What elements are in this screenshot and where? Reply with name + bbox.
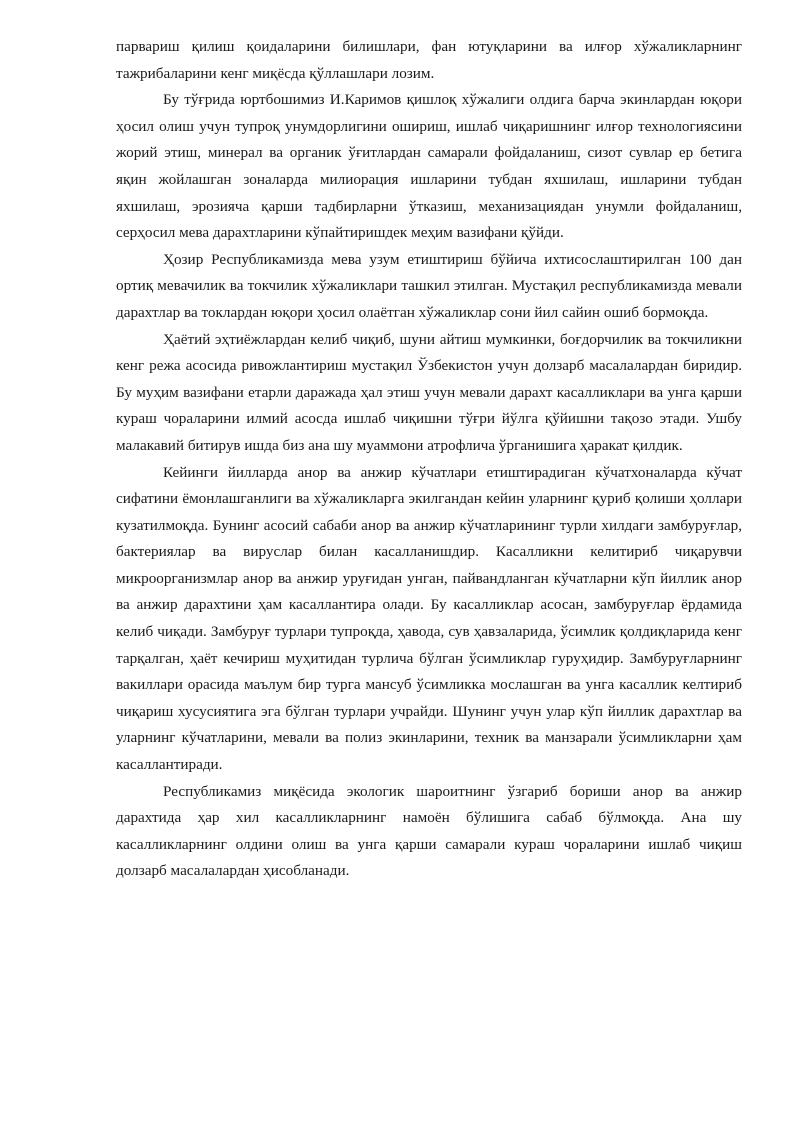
paragraph: Республикамиз миқёсида экологик шароитнинг ўзгариб бориши анор ва анжир дарахтида ҳар хил касалликларнинг намоён бўлишига сабаб бўлмоқда. Ана шу касалликларнинг олдини олиш ва унга қарши самарали кураш чораларини ишлаб чиқиш долзарб масалалардан ҳисобланади. [116, 782, 742, 880]
paragraph: Кейинги йилларда анор ва анжир кўчатлари етиштирадиган кўчатхоналарда кўчат сифатини ёмонлашганлиги ва хўжаликларга экилгандан кейин уларнинг қуриб қолиши ҳоллари кузатилмоқда. Бунинг асосий сабаби анор ва анжир кўчатларининг турли хилдаги замбуруғлар, бактериялар ва вируслар билан касалланишдир. Касалликни келитириб чиқарувчи микроорганизмлар анор ва анжир уруғидан унган, пайвандланган кўчатларни кўп йиллик анор ва анжир дарахтини ҳам касаллантира олади. Бу касалликлар асосан, замбуруғлар ёрдамида келиб чиқади. Замбуруғ турлари тупроқда, ҳавода, сув ҳавзаларида, ўсимлик қолдиқларида кенг тарқалган, ҳаёт кечириш муҳитидан турлича бўлган ўсимликлар гуруҳидир. Замбуруғларнинг вакиллари орасида маълум бир турга мансуб ўсимликка мослашган ва унга касаллик келтириб чиқариш хусусиятига эга бўлган турлари учрайди. Шунинг учун улар кўп йиллик дарахтлар ва уларнинг кўчатларини, мевали ва полиз экинларини, техник ва манзарали ўсимликларни ҳам касаллантиради. [116, 463, 742, 774]
paragraph: Ҳозир Республикамизда мева узум етиштириш бўйича ихтисослаштирилган 100 дан ортиқ мевачилик ва токчилик хўжаликлари ташкил этилган. Мустақил республикамизда мевали дарахтлар ва токлардан юқори ҳосил олаётган хўжаликлар сони йил сайин ошиб бормоқда. [116, 250, 742, 321]
paragraph-continued: парвариш қилиш қоидаларини билишлари, фан ютуқларини ва илғор хўжаликларнинг тажрибаларини кенг миқёсда қўллашлари лозим. [116, 38, 742, 82]
paragraph: Бу тўғрида юртбошимиз И.Каримов қишлоқ хўжалиги олдига барча экинлардан юқори ҳосил олиш учун тупроқ унумдорлигини ошириш, ишлаб чиқаришнинг илғор технологиясини жорий этиш, минерал ва органик ўғитлардан самарали фойдаланиш, сизот сувлар ер бетига яқин жойлашган зоналарда милиорация ишларини тубдан яхшилаш, ишларини тубдан яхшилаш, эрозияча қарши тадбирларни ўтказиш, механизациядан унумли фойдаланиш, серҳосил мева дарахтларини кўпайтиришдек меҳим вазифани қўйди. [116, 91, 742, 242]
document-body [116, 34, 742, 885]
paragraph: Ҳаётий эҳтиёжлардан келиб чиқиб, шуни айтиш мумкинки, боғдорчилик ва токчиликни кенг режа асосида ривожлантириш мустақил Ўзбекистон учун долзарб масалалардан биридир. Бу муҳим вазифани етарли даражада ҳал этиш учун мевали дарахт касалликлари ва унга қарши кураш чораларини илмий асосда ишлаб чиқишни тўғри йўлга қўйишни тақозо этади. Ушбу малакавий битирув ишда биз ана шу муаммони атрофлича ўрганишига ҳаракат қилдик. [116, 330, 742, 454]
